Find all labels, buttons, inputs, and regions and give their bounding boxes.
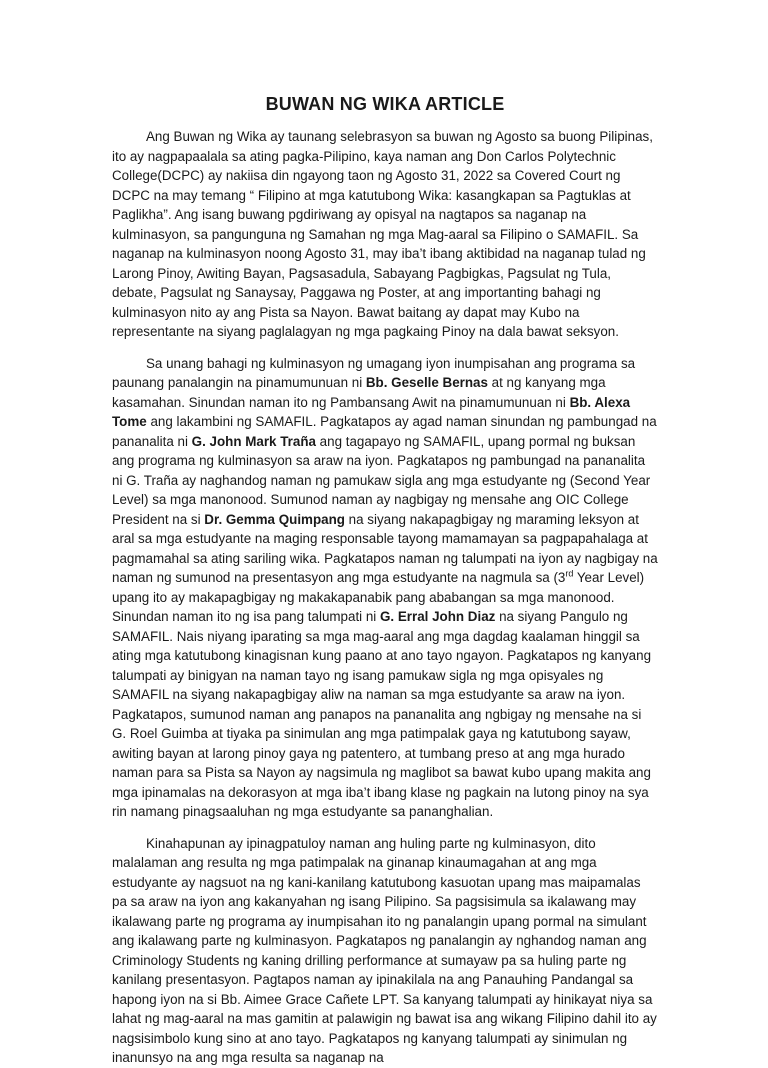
- text-run: at ng kanyang mga kasamahan. Sinundan naman ito ng Pambansang Awit na pinamumunuan ni: [112, 375, 606, 410]
- text-run: Kinahapunan ay ipinagpatuloy naman ang huling parte ng kulminasyon, dito malalaman ang resulta ng mga patimpalak na ginanap kinaumagahan at ang mga estudyante ay nagsuot na ng kani-kanilang katutubong kasuotan upang mas maipamalas pa sa araw na iyon ang kakanyahan ng isang Pilipino. Sa pagsisimula sa ikalawang may ikalawang parte ng programa ay inumpisahan ito ng panalangin upang pormal na simulant ang ikalawang parte ng kulminasyon. Pagkatapos ng panalangin ay nghandog naman ang Criminology Students ng kaning drilling performance at sumayaw pa sa huling parte ng kanilang presentasyon. Pagtapos naman ay ipinakilala na ang Panauhing Pandangal sa hapong iyon na si Bb. Aimee Grace Cañete LPT. Sa kanyang talumpati ay hinikayat niya sa lahat ng mag-aaral na mas gamitin at palawigin ng bawat isa ang wikang Filipino dahil ito ay nagsisimbolo kung sino at ano tayo. Pagkatapos ng kanyang talumpati ay sinimulan ng inanunsyo na ang mga resulta sa naganap na: [112, 835, 657, 1065]
- bold-name: Bb. Alexa Tome: [112, 394, 631, 429]
- text-run: na siyang Pangulo ng SAMAFIL. Nais niyang iparating sa mga mag-aaral ang mga dagdag kaalaman hinggil sa ating mga katutubong kinagisnan kung paano at ano tayo ngayon. Pagkatapos ng kanyang talumpati ay binigyan na naman tayo ng isang pamukaw sigla ng mga opisyales ng SAMAFIL na siyang nakapagbigay aliw na naman sa mga estudyante sa araw na iyon. Pagkatapos, sumunod naman ang panapos na pananalita ang ngbigay ng mensahe na si G. Roel Guimba at tiyaka pa sinimulan ang mga patimpalak gaya ng katutubong sayaw, awiting bayan at larong pinoy gaya ng patentero, at tumbang preso at ang mga hurado naman para sa Pista sa Nayon ay nagsimula ng maglibot sa bawat kubo upang makita ang mga ipinamalas na dekorasyon at mga iba’t ibang klase ng pagkain na lutong pinoy na sya rin namang pinagsaaluhan ng mga estudyante sa pananghalian.: [112, 609, 652, 819]
- superscript: rd: [565, 568, 574, 579]
- bold-name: G. John Mark Traña: [191, 433, 316, 449]
- paragraph-2: [112, 354, 658, 822]
- text-run: na siyang nakapagbigay ng maraming leksyon at aral sa mga estudyante na maging responsable tayong mamamayan sa pagpapahalaga at pagmamahal sa ating sariling wika. Pagkatapos naman ng talumpati na iyon ay nagbigay na naman ng sumunod na presentasyon ang mga estudyante na nagmula sa (3: [112, 511, 658, 585]
- text-run: Sa unang bahagi ng kulminasyon ng umagang iyon inumpisahan ang programa sa paunang panalangin na pinamumunuan ni: [112, 355, 636, 390]
- text-run: ang tagapayo ng SAMAFIL, upang pormal ng buksan ang programa ng kulminasyon sa araw na iyon. Pagkatapos ng pambungad na pananalita ni G. Traña ay naghandog naman ng pamukaw sigla ang mga estudyante ng (Second Year Level) sa mga manonood. Sumunod naman ay nagbigay ng mensahe ang OIC College President na si: [112, 433, 651, 527]
- paragraph-3: [112, 834, 658, 1068]
- text-run: Year Level) upang ito ay makapagbigay ng makakapanabik pang ababangan sa mga manonood. Sinundan naman ito ng isa pang talumpati ni: [112, 570, 645, 624]
- paragraph-1: [112, 127, 658, 342]
- article-body: [112, 127, 658, 1068]
- text-run: ang lakambini ng SAMAFIL. Pagkatapos ay agad naman sinundan ng pambungad na pananalita ni: [112, 414, 657, 449]
- bold-name: G. Erral John Diaz: [380, 609, 496, 624]
- article-title: BUWAN NG WIKA ARTICLE: [265, 94, 505, 114]
- bold-name: Bb. Geselle Bernas: [365, 375, 488, 390]
- bold-name: Dr. Gemma Quimpang: [204, 511, 345, 527]
- text-run: Ang Buwan ng Wika ay taunang selebrasyon sa buwan ng Agosto sa buong Pilipinas, ito ay nagpapaalala sa ating pagka-Pilipino, kaya naman ang Don Carlos Polytechnic College(DCPC) ay nakiisa din ngayong taon ng Agosto 31, 2022 sa Covered Court ng DCPC na may temang “ Filipino at mga katutubong Wika: kasangkapan sa Pagtuklas at Paglikha”. Ang isang buwang pgdiriwang ay opisyal na nagtapos sa naganap na kulminasyon, sa pangunguna ng Samahan ng mga Mag-aaral sa Filipino o SAMAFIL. Sa naganap na kulminasyon noong Agosto 31, may iba’t ibang aktibidad na naganap tulad ng Larong Pinoy, Awiting Bayan, Pagsasadula, Sabayang Pagbigkas, Pagsulat ng Tula, debate, Pagsulat ng Sanaysay, Paggawa ng Poster, at ang importanting bahagi ng kulminasyon nito ay ang Pista sa Nayon. Bawat baitang ay dapat may Kubo na representante na siyang paglalagyan ng mga pagkaing Pinoy na dala bawat seksyon.: [112, 129, 653, 339]
